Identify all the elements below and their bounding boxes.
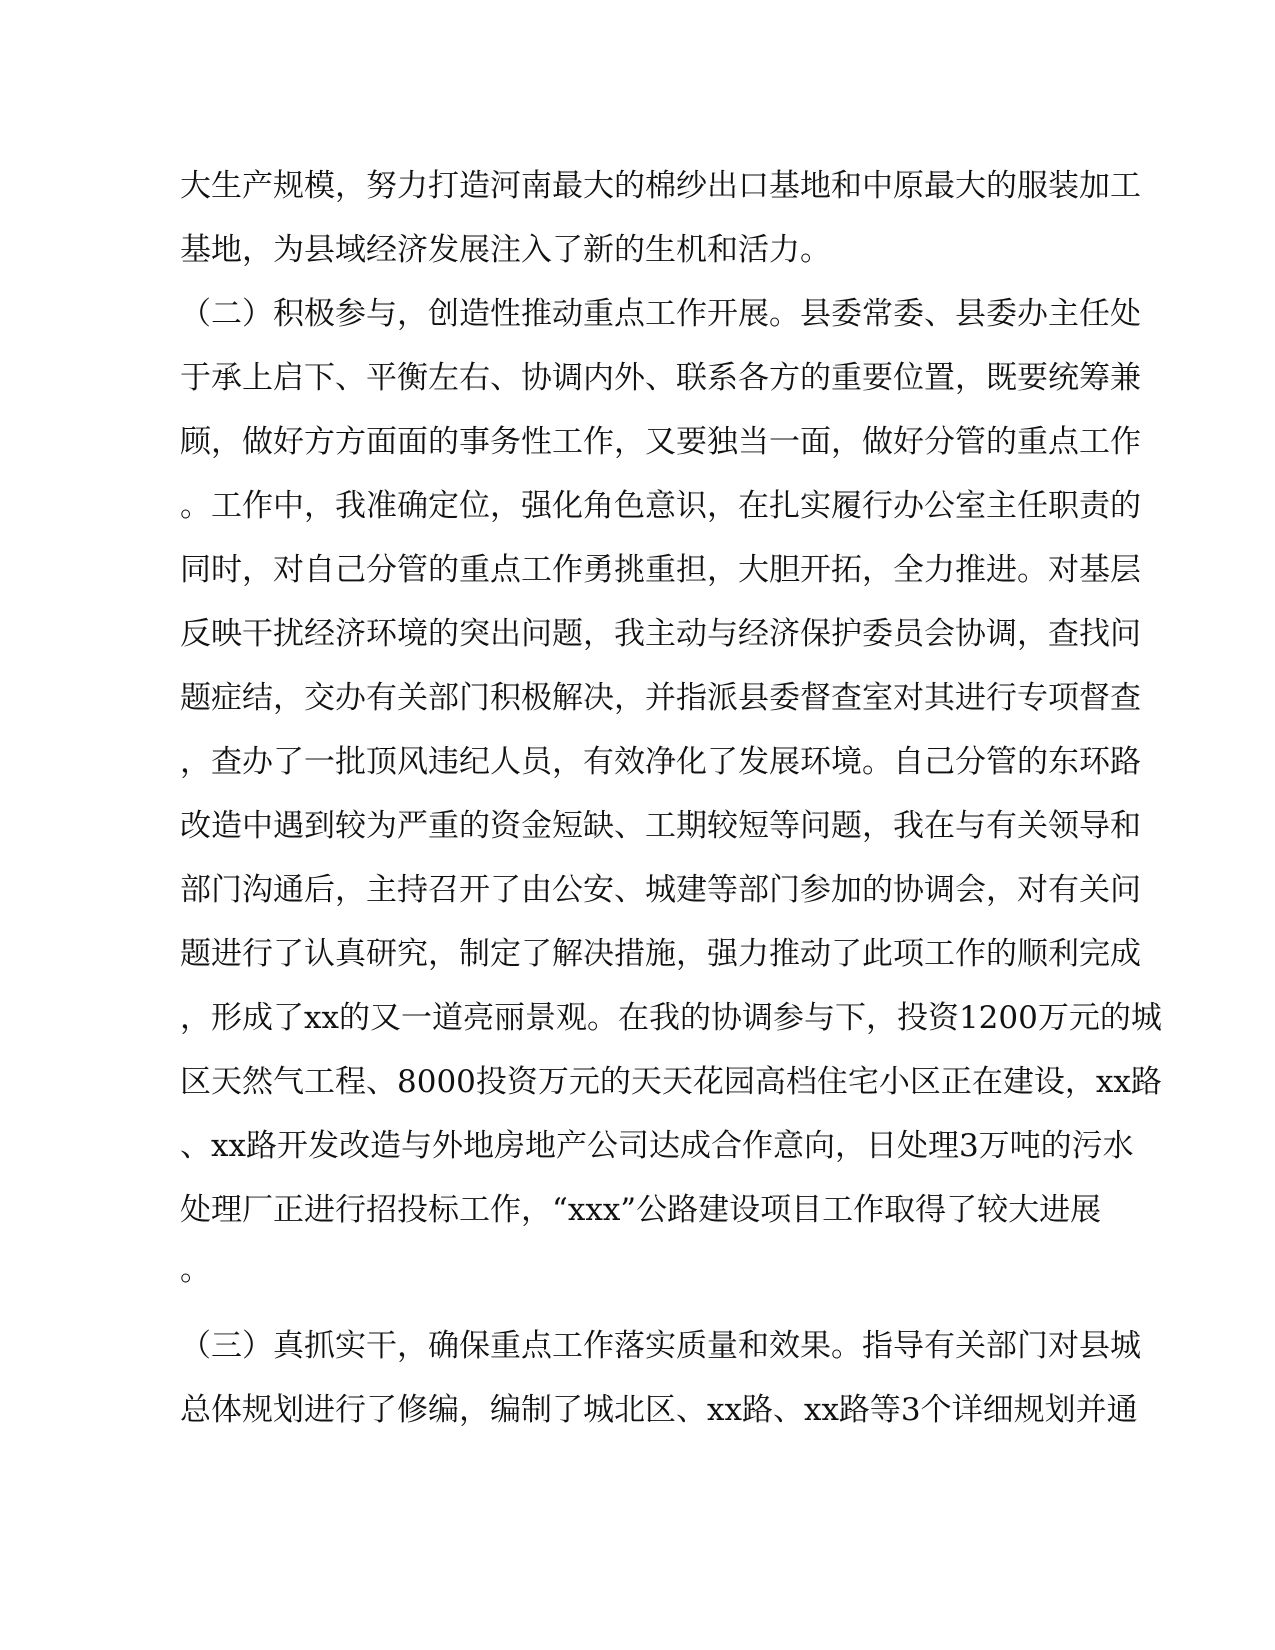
- text-line: 反映干扰经济环境的突出问题，我主动与经济保护委员会协调，查找问: [180, 616, 1141, 652]
- text-line: 题进行了认真研究，制定了解决措施，强力推动了此项工作的顺利完成: [180, 936, 1141, 972]
- text-line: 基地，为县域经济发展注入了新的生机和活力。: [180, 232, 831, 268]
- text-line: 改造中遇到较为严重的资金短缺、工期较短等问题，我在与有关领导和: [180, 808, 1141, 844]
- text-line: ，查办了一批顶风违纪人员，有效净化了发展环境。自己分管的东环路: [180, 744, 1141, 780]
- text-line: 同时，对自己分管的重点工作勇挑重担，大胆开拓，全力推进。对基层: [180, 552, 1141, 588]
- text-line: 总体规划进行了修编，编制了城北区、xx路、xx路等3个详细规划并通: [180, 1392, 1138, 1428]
- text-line: 大生产规模，努力打造河南最大的棉纱出口基地和中原最大的服装加工: [180, 168, 1141, 204]
- section-heading-line: （二）积极参与，创造性推动重点工作开展。县委常委、县委办主任处: [180, 296, 1141, 332]
- text-line: 区天然气工程、8000投资万元的天天花园高档住宅小区正在建设，xx路: [180, 1064, 1162, 1100]
- body-text: [180, 154, 1162, 1442]
- text-line: 。: [180, 1252, 211, 1288]
- text-line: 。工作中，我准确定位，强化角色意识，在扎实履行办公室主任职责的: [180, 488, 1141, 524]
- section-heading-line: （三）真抓实干，确保重点工作落实质量和效果。指导有关部门对县城: [180, 1328, 1141, 1364]
- text-line: 于承上启下、平衡左右、协调内外、联系各方的重要位置，既要统筹兼: [180, 360, 1141, 396]
- text-line: 、xx路开发改造与外地房地产公司达成合作意向，日处理3万吨的污水: [180, 1128, 1134, 1164]
- text-line: 部门沟通后，主持召开了由公安、城建等部门参加的协调会，对有关问: [180, 872, 1141, 908]
- text-line: 顾，做好方方面面的事务性工作，又要独当一面，做好分管的重点工作: [180, 424, 1141, 460]
- text-line: ，形成了xx的又一道亮丽景观。在我的协调参与下，投资1200万元的城: [180, 1000, 1162, 1036]
- text-line: 题症结，交办有关部门积极解决，并指派县委督查室对其进行专项督查: [180, 680, 1141, 716]
- text-line: 处理厂正进行招投标工作，“xxx”公路建设项目工作取得了较大进展: [180, 1192, 1102, 1228]
